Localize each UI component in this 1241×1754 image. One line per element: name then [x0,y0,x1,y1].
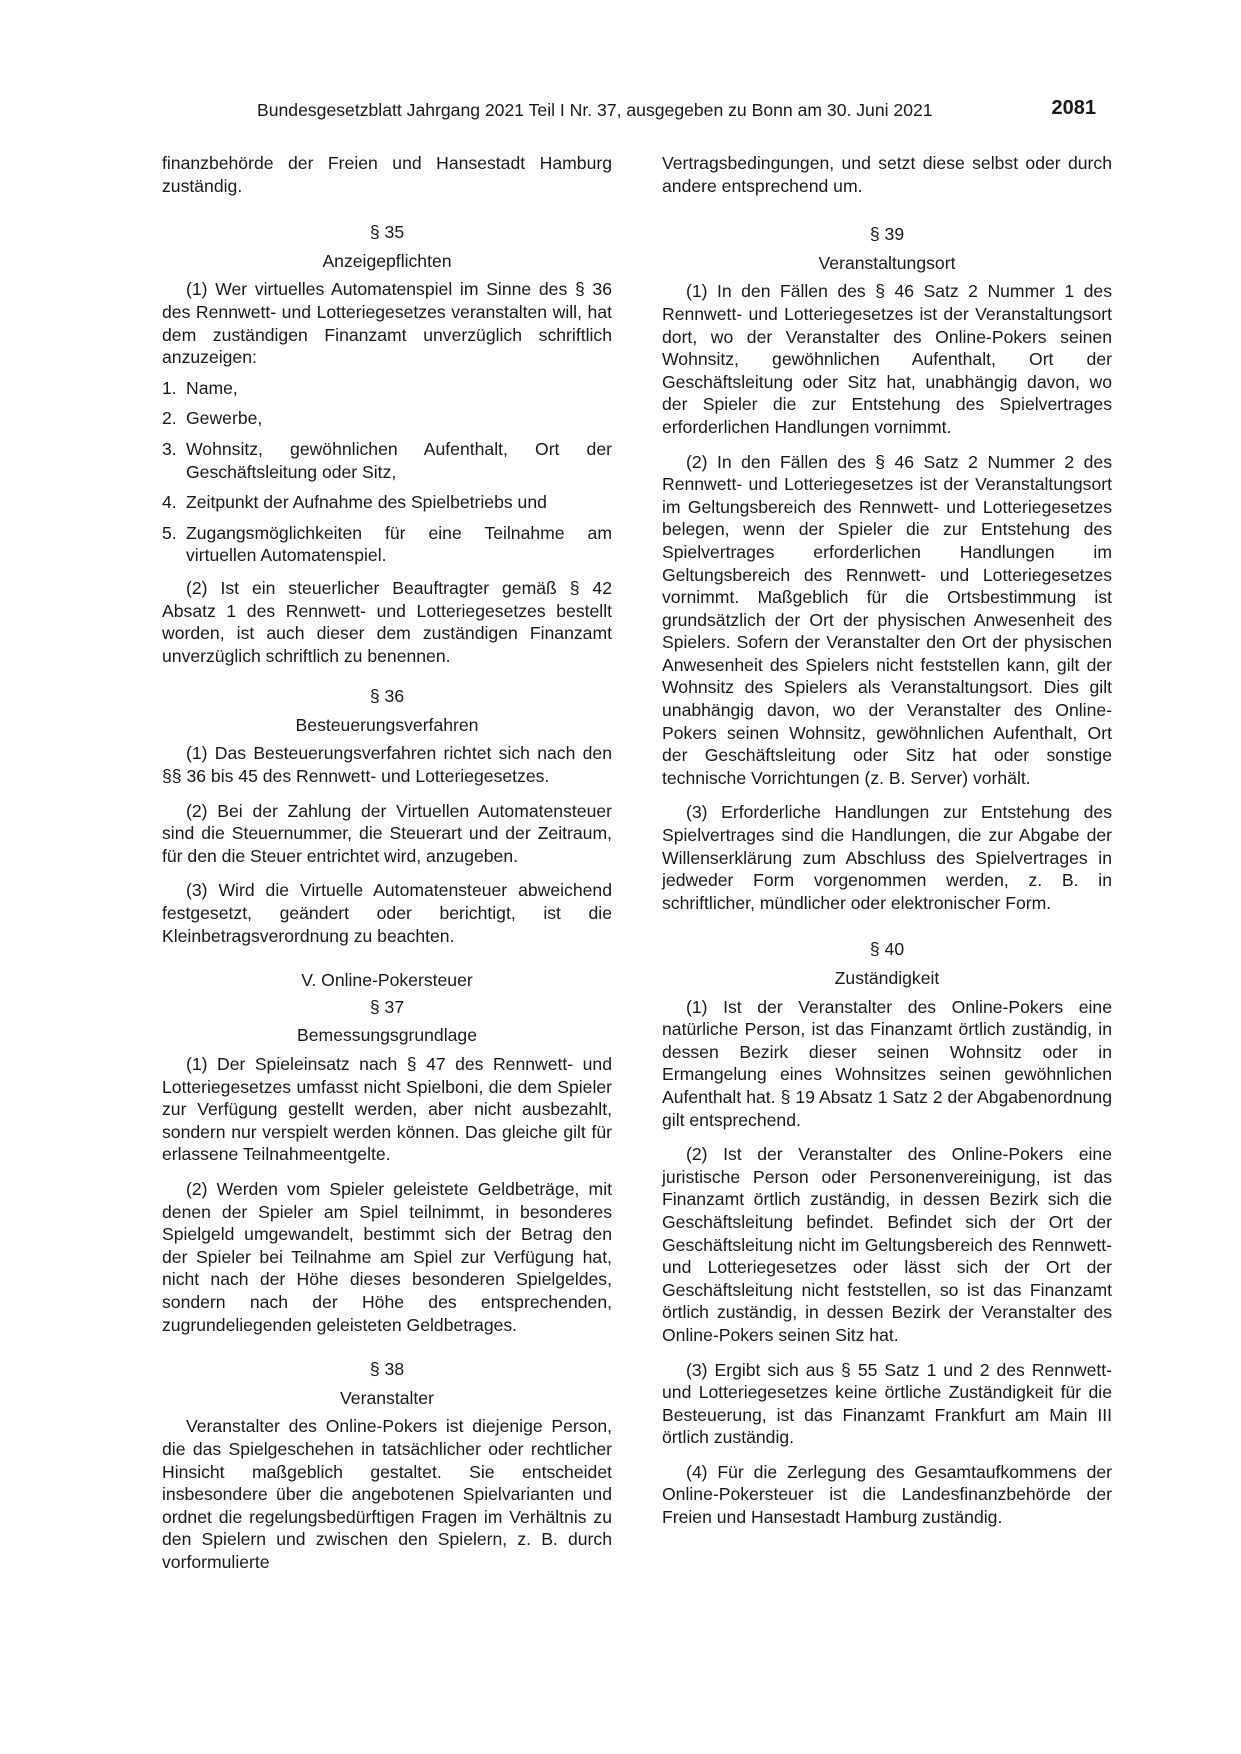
paragraph: (1) Ist der Veranstalter des Online-Pokers eine natürliche Person, ist das Finanzamt örtlich zuständig, in dessen Bezirk dieser seinen Wohnsitz oder in Ermangelung eines Wohnsitzes seinen gewöhnlichen Aufenthalt hat. § 19 Absatz 1 Satz 2 der Abgabenordnung gilt entsprechend. [662,996,1112,1130]
paragraph: Veranstalter des Online-Pokers ist diejenige Person, die das Spielgeschehen in tatsächlicher oder rechtlicher Hinsicht maßgeblich gestaltet. Sie entscheidet insbesondere über die angebotenen Spielvarianten und ordnet die regelungsbedürftigen Fragen im Verhältnis zu den Spielern und zwischen den Spielern, z. B. durch vorformulierte [162,1416,612,1572]
paragraph: (2) Ist der Veranstalter des Online-Pokers eine juristische Person oder Personenvereinigung, ist das Finanzamt örtlich zuständig, in dessen Bezirk sich die Geschäftsleitung befindet. Befindet sich der Ort der Geschäftsleitung nicht im Geltungsbereich des Rennwett- und Lotteriegesetzes oder lässt sich der Ort der Geschäftsleitung nicht feststellen, so ist das Finanzamt örtlich zuständig, in dessen Bezirk der Veranstalter des Online-Pokers seinen Sitz hat. [662,1144,1112,1345]
paragraph: (2) Ist ein steuerlicher Beauftragter gemäß § 42 Absatz 1 des Rennwett- und Lotteriegesetzes bestellt worden, ist auch dieser dem zuständigen Finanzamt unverzüglich schriftlich zu benennen. [162,577,612,666]
section-number: § 38 [369,1359,405,1380]
section-38 [162,1358,612,1573]
page-header [0,97,1241,126]
section-title: Anzeigepflichten [322,250,452,271]
section-36 [162,685,612,947]
paragraph: (1) Das Besteuerungsverfahren richtet sich nach den §§ 36 bis 45 des Rennwett- und Lotteriegesetzes. [162,743,612,787]
section-title: Besteuerungsverfahren [295,714,479,735]
paragraph: (1) Wer virtuelles Automatenspiel im Sinne des § 36 des Rennwett- und Lotteriegesetzes veranstalten will, hat dem zuständigen Finanzamt unverzüglich schriftlich anzuzeigen: [162,279,612,368]
paragraph: (2) In den Fällen des § 46 Satz 2 Nummer 2 des Rennwett- und Lotteriegesetzes ist der Veranstaltungsort im Geltungsbereich des Rennwett- und Lotteriegesetzes belegen, wenn der Spieler die zur Entstehung des Spielvertrages erforderlichen Handlungen im Geltungsbereich des Rennwett- und Lotteriegesetzes vornimmt. Maßgeblich für die Ortsbestimmung ist grundsätzlich der Ort der physischen Anwesenheit des Spielers. Sofern der Veranstalter den Ort der physischen Anwesenheit des Spielers nicht feststellen kann, gilt der Wohnsitz des Spielers als Veranstaltungsort. Dies gilt unabhängig davon, wo der Veranstalter des Online-Pokers seinen Wohnsitz, gewöhnlichen Aufenthalt, Ort der Geschäftsleitung oder Sitz hat oder sonstige technische Vorrichtungen (z. B. Server) vorhält. [662,451,1112,788]
continuation-text: Vertragsbedingungen, und setzt diese selbst oder durch andere entsprechend um. [662,153,1112,196]
paragraph: (1) In den Fällen des § 46 Satz 2 Nummer 1 des Rennwett- und Lotteriegesetzes ist der Veranstaltungsort dort, wo der Veranstalter des Online-Pokers seinen Wohnsitz, gewöhnlichen Aufenthalt, Ort der Geschäftsleitung oder Sitz hat, unabhängig davon, wo der Spieler die zur Entstehung des Spielvertrages erforderlichen Handlungen vornimmt. [662,281,1112,437]
part-title: V. Online-Pokersteuer [301,970,473,991]
section-title: Zuständigkeit [834,968,940,988]
section-number: § 40 [869,939,905,960]
section-number: § 37 [369,996,405,1017]
paragraph: (3) Erforderliche Handlungen zur Entstehung des Spielvertrages sind die Handlungen, die zur Abgabe der Willenserklärung zum Abschluss des Spielvertrages in jedweder Form vorgenommen werden, z. B. in schriftlicher, mündlicher oder elektronischer Form. [662,802,1112,913]
list-item: 2. Gewerbe, [162,408,263,429]
section-39 [662,223,1112,914]
list-item: 4. Zeitpunkt der Aufnahme des Spielbetriebs und [162,492,547,513]
section-title: Bemessungsgrundlage [297,1025,477,1046]
right-column [662,152,1112,1541]
paragraph: (3) Ergibt sich aus § 55 Satz 1 und 2 des Rennwett- und Lotteriegesetzes keine örtliche Zuständigkeit für die Besteuerung, ist das Finanzamt Frankfurt am Main III örtlich zuständig. [662,1359,1112,1448]
running-head: Bundesgesetzblatt Jahrgang 2021 Teil I Nr. 37, ausgegeben zu Bonn am 30. Juni 2021 [257,100,933,120]
section-number: § 36 [369,686,405,707]
page-number: 2081 [1051,97,1096,119]
section-title: Veranstaltungsort [818,252,956,273]
enumerated-list [162,377,612,567]
paragraph: (3) Wird die Virtuelle Automatensteuer abweichend festgesetzt, geändert oder berichtigt, ist die Kleinbetragsverordnung zu beachten. [162,880,612,946]
left-column [162,152,612,1585]
paragraph: (2) Werden vom Spieler geleistete Geldbeträge, mit denen der Spieler am Spiel teilnimmt, in besonderes Spielgeld umgewandelt, bestimmt sich der Betrag den der Spieler bei Teilnahme am Spiel zur Verfügung hat, nicht nach der Höhe dieses besonderen Spielgeldes, sondern nach der Höhe des entsprechenden, zugrundeliegenden geleisteten Geldbetrages. [162,1178,612,1335]
section-number: § 35 [369,222,405,243]
list-item: 5. Zugangsmöglichkeiten für eine Teilnahme am virtuellen Automatenspiel. [162,522,612,566]
section-title: Veranstalter [340,1387,434,1408]
continuation-text: finanzbehörde der Freien und Hansestadt Hamburg zuständig. [162,153,612,196]
list-item: 3. Wohnsitz, gewöhnlichen Aufenthalt, Ort der Geschäftsleitung oder Sitz, [162,438,612,482]
section-37 [162,996,612,1336]
section-number: § 39 [869,224,905,245]
paragraph: (2) Bei der Zahlung der Virtuellen Automatensteuer sind die Steuernummer, die Steuerart und der Zeitraum, für den die Steuer entrichtet wird, anzugeben. [162,800,612,866]
list-item: 1. Name, [162,377,238,398]
section-40 [662,938,1112,1528]
paragraph: (1) Der Spieleinsatz nach § 47 des Rennwett- und Lotteriegesetzes umfasst nicht Spielboni, die dem Spieler zur Verfügung gestellt werden, aber nicht ausbezahlt, sondern nur verspielt werden können. Das gleiche gilt für erlassene Teilnahmeentgelte. [162,1054,612,1165]
section-35 [162,221,612,667]
paragraph: (4) Für die Zerlegung des Gesamtaufkommens der Online-Pokersteuer ist die Landesfinanzbehörde der Freien und Hansestadt Hamburg zuständig. [662,1461,1112,1528]
